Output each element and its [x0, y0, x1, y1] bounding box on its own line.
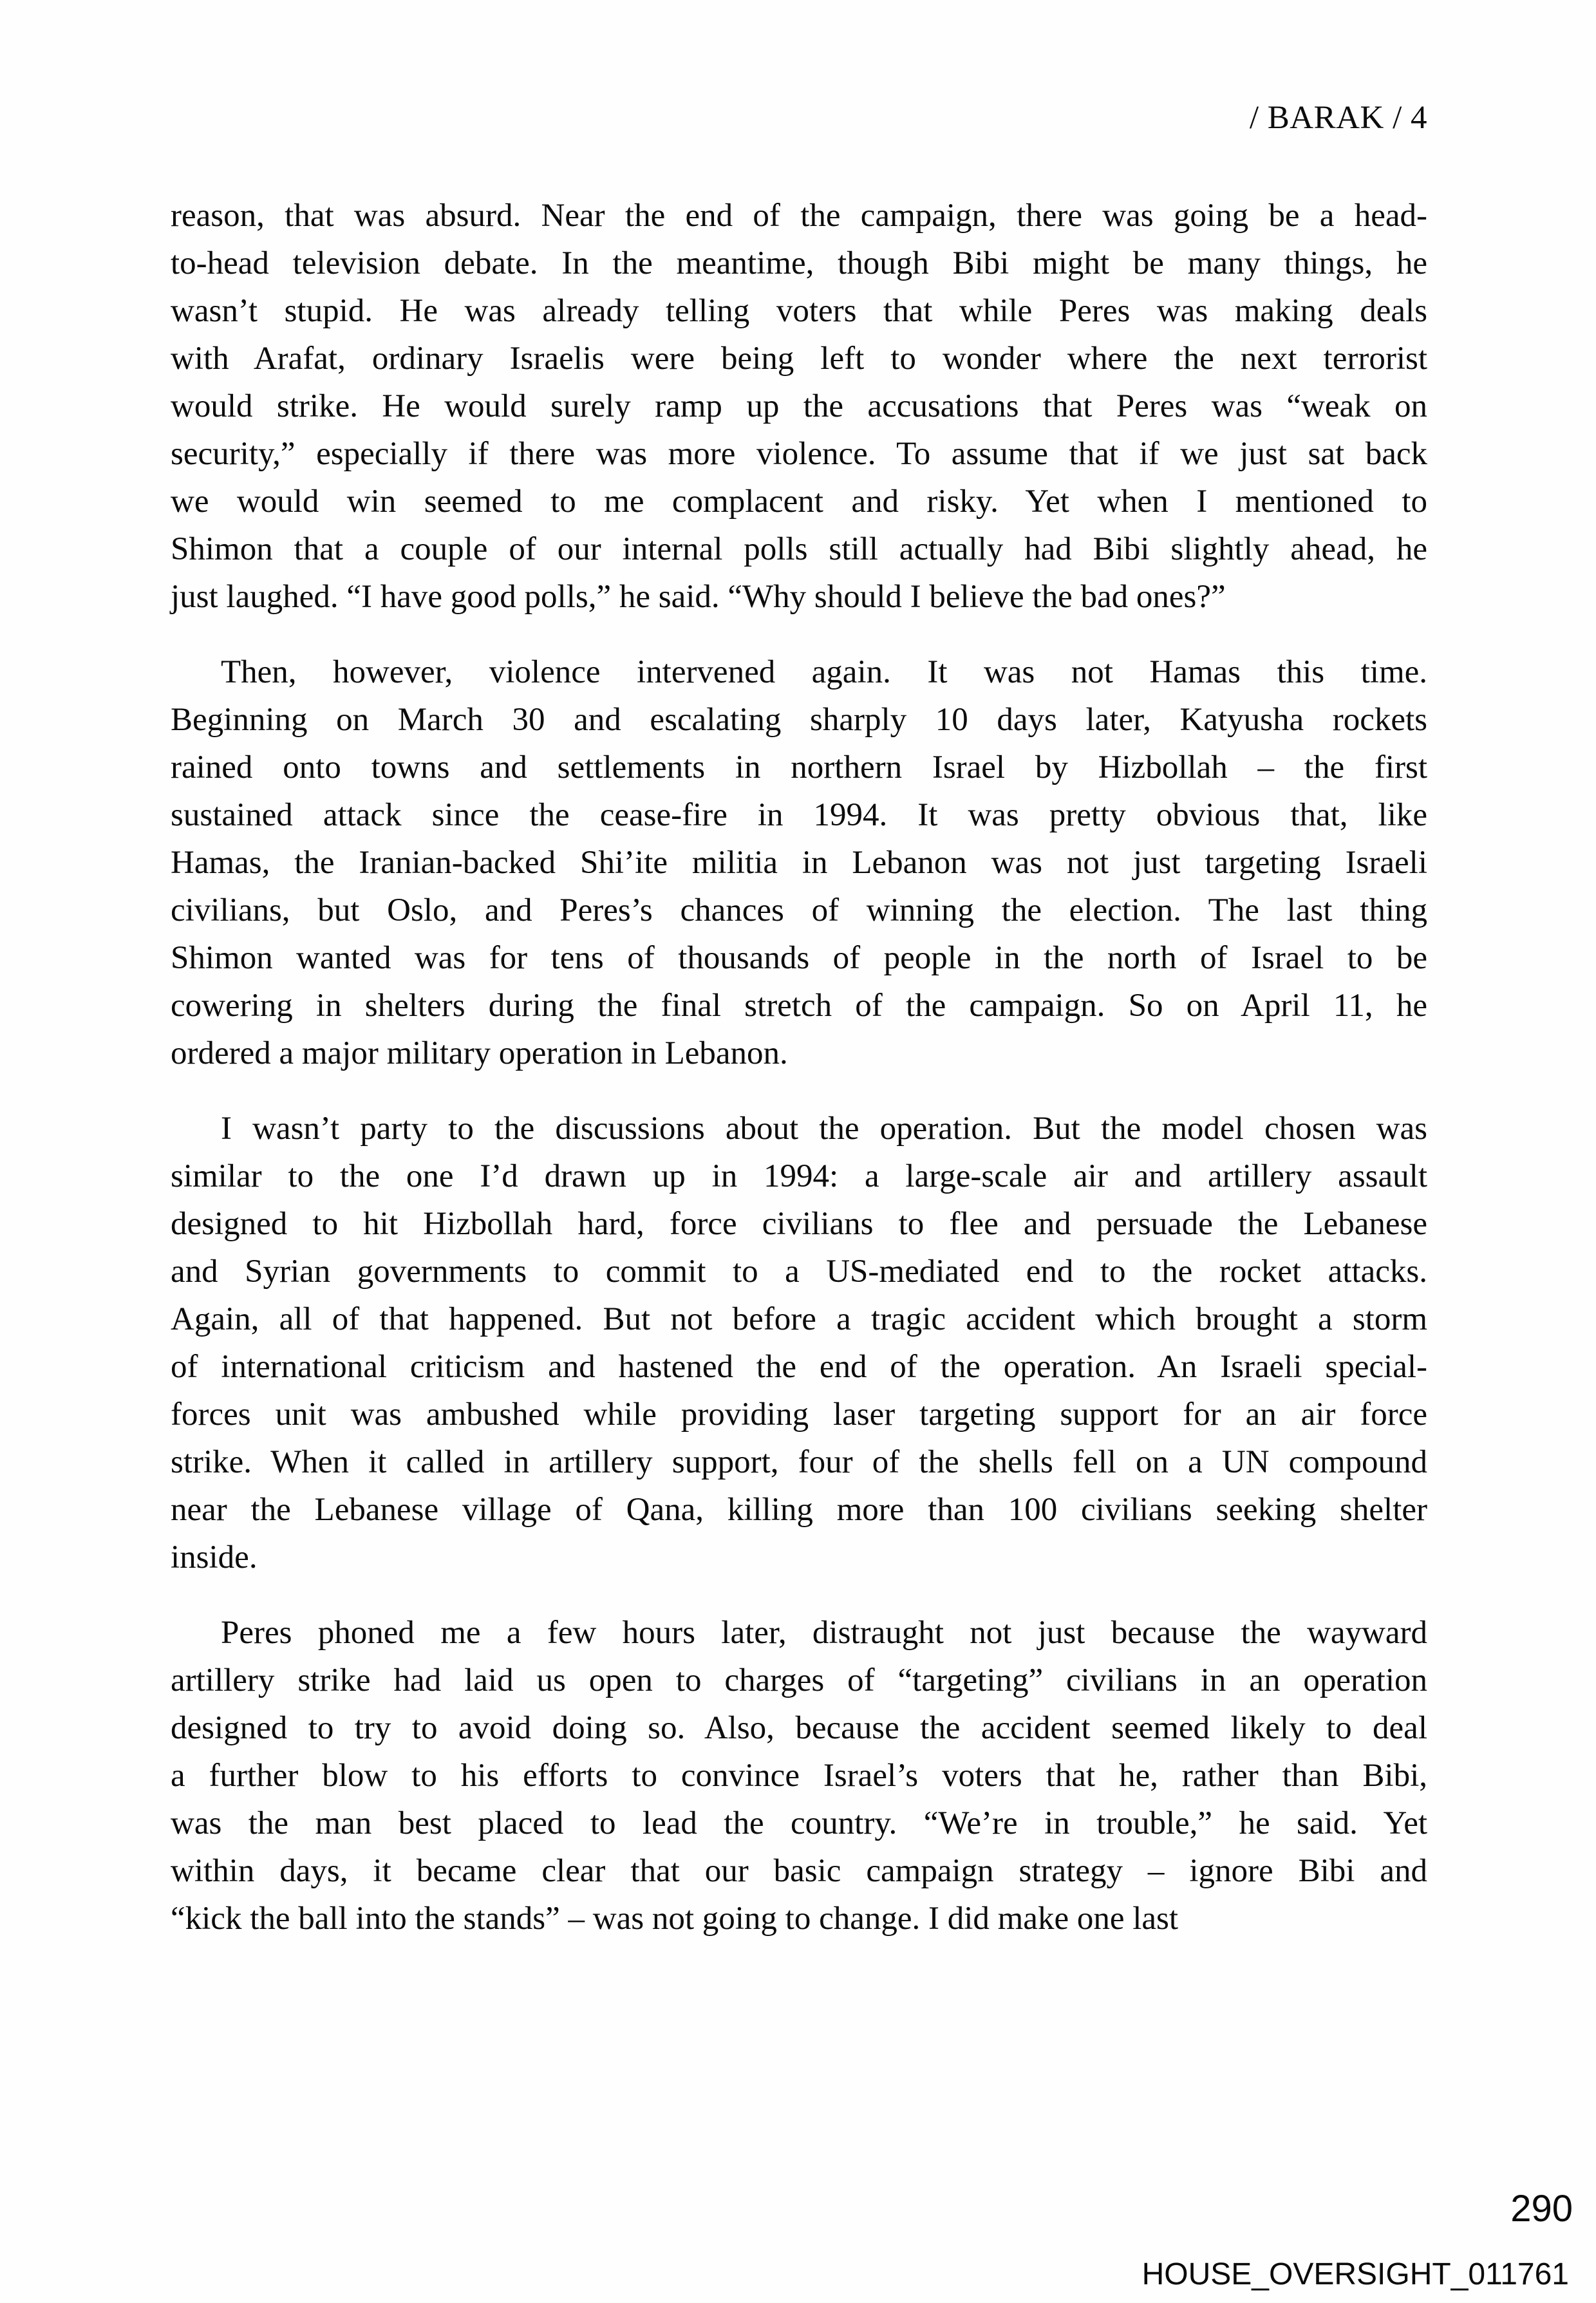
- text-line: Again, all of that happened. But not before a tragic accident which brought a storm: [171, 1301, 1427, 1337]
- text-line: designed to hit Hizbollah hard, force civilians to flee and persuade the Lebanese: [171, 1206, 1427, 1242]
- text-line: artillery strike had laid us open to charges of “targeting” civilians in an operation: [171, 1662, 1427, 1698]
- text-line: Hamas, the Iranian-backed Shi’ite militia in Lebanon was not just targeting Israeli: [171, 845, 1427, 881]
- text-line: with Arafat, ordinary Israelis were being left to wonder where the next terrorist: [171, 341, 1427, 377]
- text-line: a further blow to his efforts to convince Israel’s voters that he, rather than Bibi,: [171, 1758, 1427, 1794]
- text-line: civilians, but Oslo, and Peres’s chances of winning the election. The last thing: [171, 892, 1427, 928]
- text-line: Then, however, violence intervened again. It was not Hamas this time.: [221, 654, 1427, 690]
- bates-stamp: HOUSE_OVERSIGHT_011761: [1141, 2257, 1569, 2291]
- text-line: Peres phoned me a few hours later, distraught not just because the wayward: [221, 1615, 1427, 1651]
- text-line: I wasn’t party to the discussions about the operation. But the model chosen was: [221, 1111, 1427, 1147]
- text-line: designed to try to avoid doing so. Also, because the accident seemed likely to deal: [171, 1710, 1427, 1746]
- text-line: rained onto towns and settlements in northern Israel by Hizbollah – the first: [171, 749, 1427, 785]
- text-line: just laughed. “I have good polls,” he said. “Why should I believe the bad ones?”: [171, 579, 1226, 615]
- text-line: similar to the one I’d drawn up in 1994: a large-scale air and artillery assault: [171, 1158, 1427, 1194]
- text-line: and Syrian governments to commit to a US-mediated end to the rocket attacks.: [171, 1254, 1427, 1290]
- paragraph: [171, 1609, 1427, 1942]
- page-body-text: [171, 192, 1427, 1942]
- text-line: sustained attack since the cease-fire in 1994. It was pretty obvious that, like: [171, 797, 1427, 833]
- text-line: Shimon wanted was for tens of thousands of people in the north of Israel to be: [171, 940, 1427, 976]
- text-line: was the man best placed to lead the country. “We’re in trouble,” he said. Yet: [171, 1805, 1427, 1841]
- text-line: to-head television debate. In the meantime, though Bibi might be many things, he: [171, 245, 1427, 281]
- paragraph: [171, 648, 1427, 1077]
- text-line: Beginning on March 30 and escalating sharply 10 days later, Katyusha rockets: [171, 702, 1427, 738]
- text-line: security,” especially if there was more violence. To assume that if we just sat back: [171, 436, 1427, 472]
- text-line: cowering in shelters during the final stretch of the campaign. So on April 11, he: [171, 988, 1427, 1024]
- text-line: would strike. He would surely ramp up the accusations that Peres was “weak on: [171, 388, 1427, 424]
- text-line: strike. When it called in artillery support, four of the shells fell on a UN compound: [171, 1444, 1427, 1480]
- text-line: of international criticism and hastened the end of the operation. An Israeli special-: [171, 1349, 1427, 1385]
- text-line: forces unit was ambushed while providing laser targeting support for an air force: [171, 1396, 1427, 1433]
- text-line: inside.: [171, 1539, 258, 1575]
- text-line: reason, that was absurd. Near the end of the campaign, there was going be a head-: [171, 198, 1427, 234]
- text-line: we would win seemed to me complacent and risky. Yet when I mentioned to: [171, 484, 1427, 520]
- text-line: “kick the ball into the stands” – was not going to change. I did make one last: [171, 1901, 1179, 1937]
- running-header: / BARAK / 4: [1249, 100, 1427, 136]
- paragraph: [171, 1105, 1427, 1581]
- paragraph: [171, 192, 1427, 621]
- text-line: ordered a major military operation in Lebanon.: [171, 1035, 788, 1071]
- text-line: within days, it became clear that our basic campaign strategy – ignore Bibi and: [171, 1853, 1427, 1889]
- text-line: near the Lebanese village of Qana, killing more than 100 civilians seeking shelter: [171, 1492, 1427, 1528]
- text-line: Shimon that a couple of our internal polls still actually had Bibi slightly ahead, he: [171, 531, 1427, 567]
- page-number: 290: [1510, 2188, 1573, 2230]
- text-line: wasn’t stupid. He was already telling voters that while Peres was making deals: [171, 293, 1427, 329]
